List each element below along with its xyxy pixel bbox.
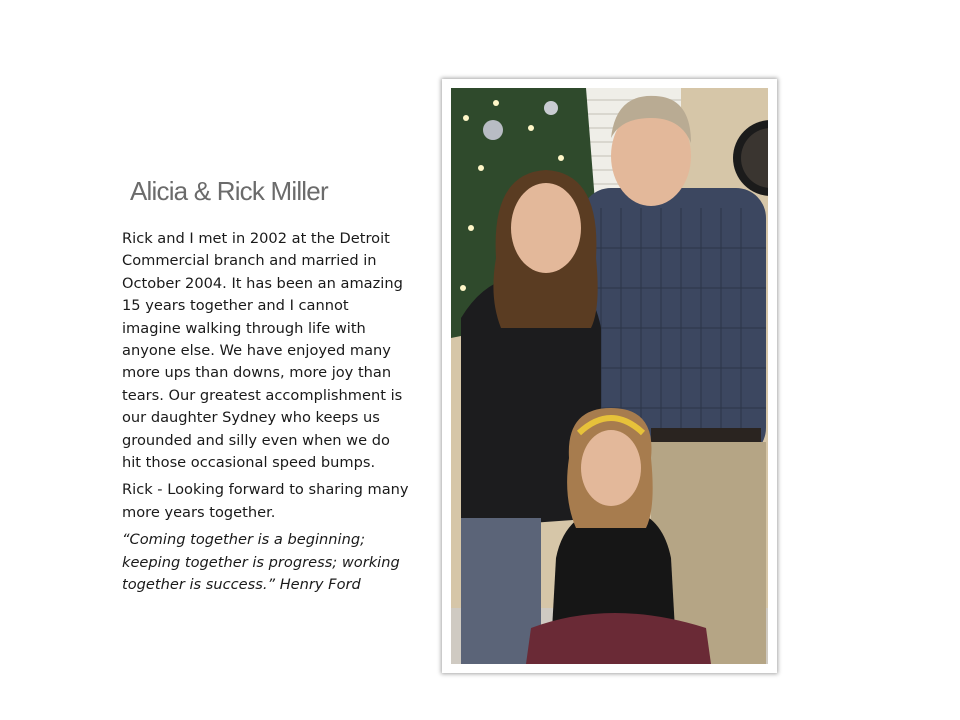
woman-jeans [461, 518, 541, 664]
family-photo-illustration [451, 88, 768, 664]
quote-text: “Coming together is a beginning; keeping together is progress; working together is success.” Henry Ford [122, 531, 400, 594]
slide-title: Alicia & Rick Miller [130, 176, 328, 206]
family-photo [451, 88, 768, 664]
woman-face [511, 183, 581, 273]
story-text-box [122, 228, 410, 602]
man-belt [651, 428, 761, 442]
story-paragraph: Rick and I met in 2002 at the Detroit Commercial branch and married in October 2004. It has been an amazing 15 years together and I cannot imagine walking through life with anyone else. We have enjoyed many more ups than downs, more joy than tears. Our greatest accomplishment is our daughter Sydney who keeps us grounded and silly even when we do hit those occasional speed bumps. [122, 230, 403, 472]
closing-paragraph: Rick - Looking forward to sharing many more years together. [122, 481, 409, 521]
girl-face [581, 430, 641, 506]
photo-frame [442, 79, 777, 673]
ornament [483, 120, 503, 140]
